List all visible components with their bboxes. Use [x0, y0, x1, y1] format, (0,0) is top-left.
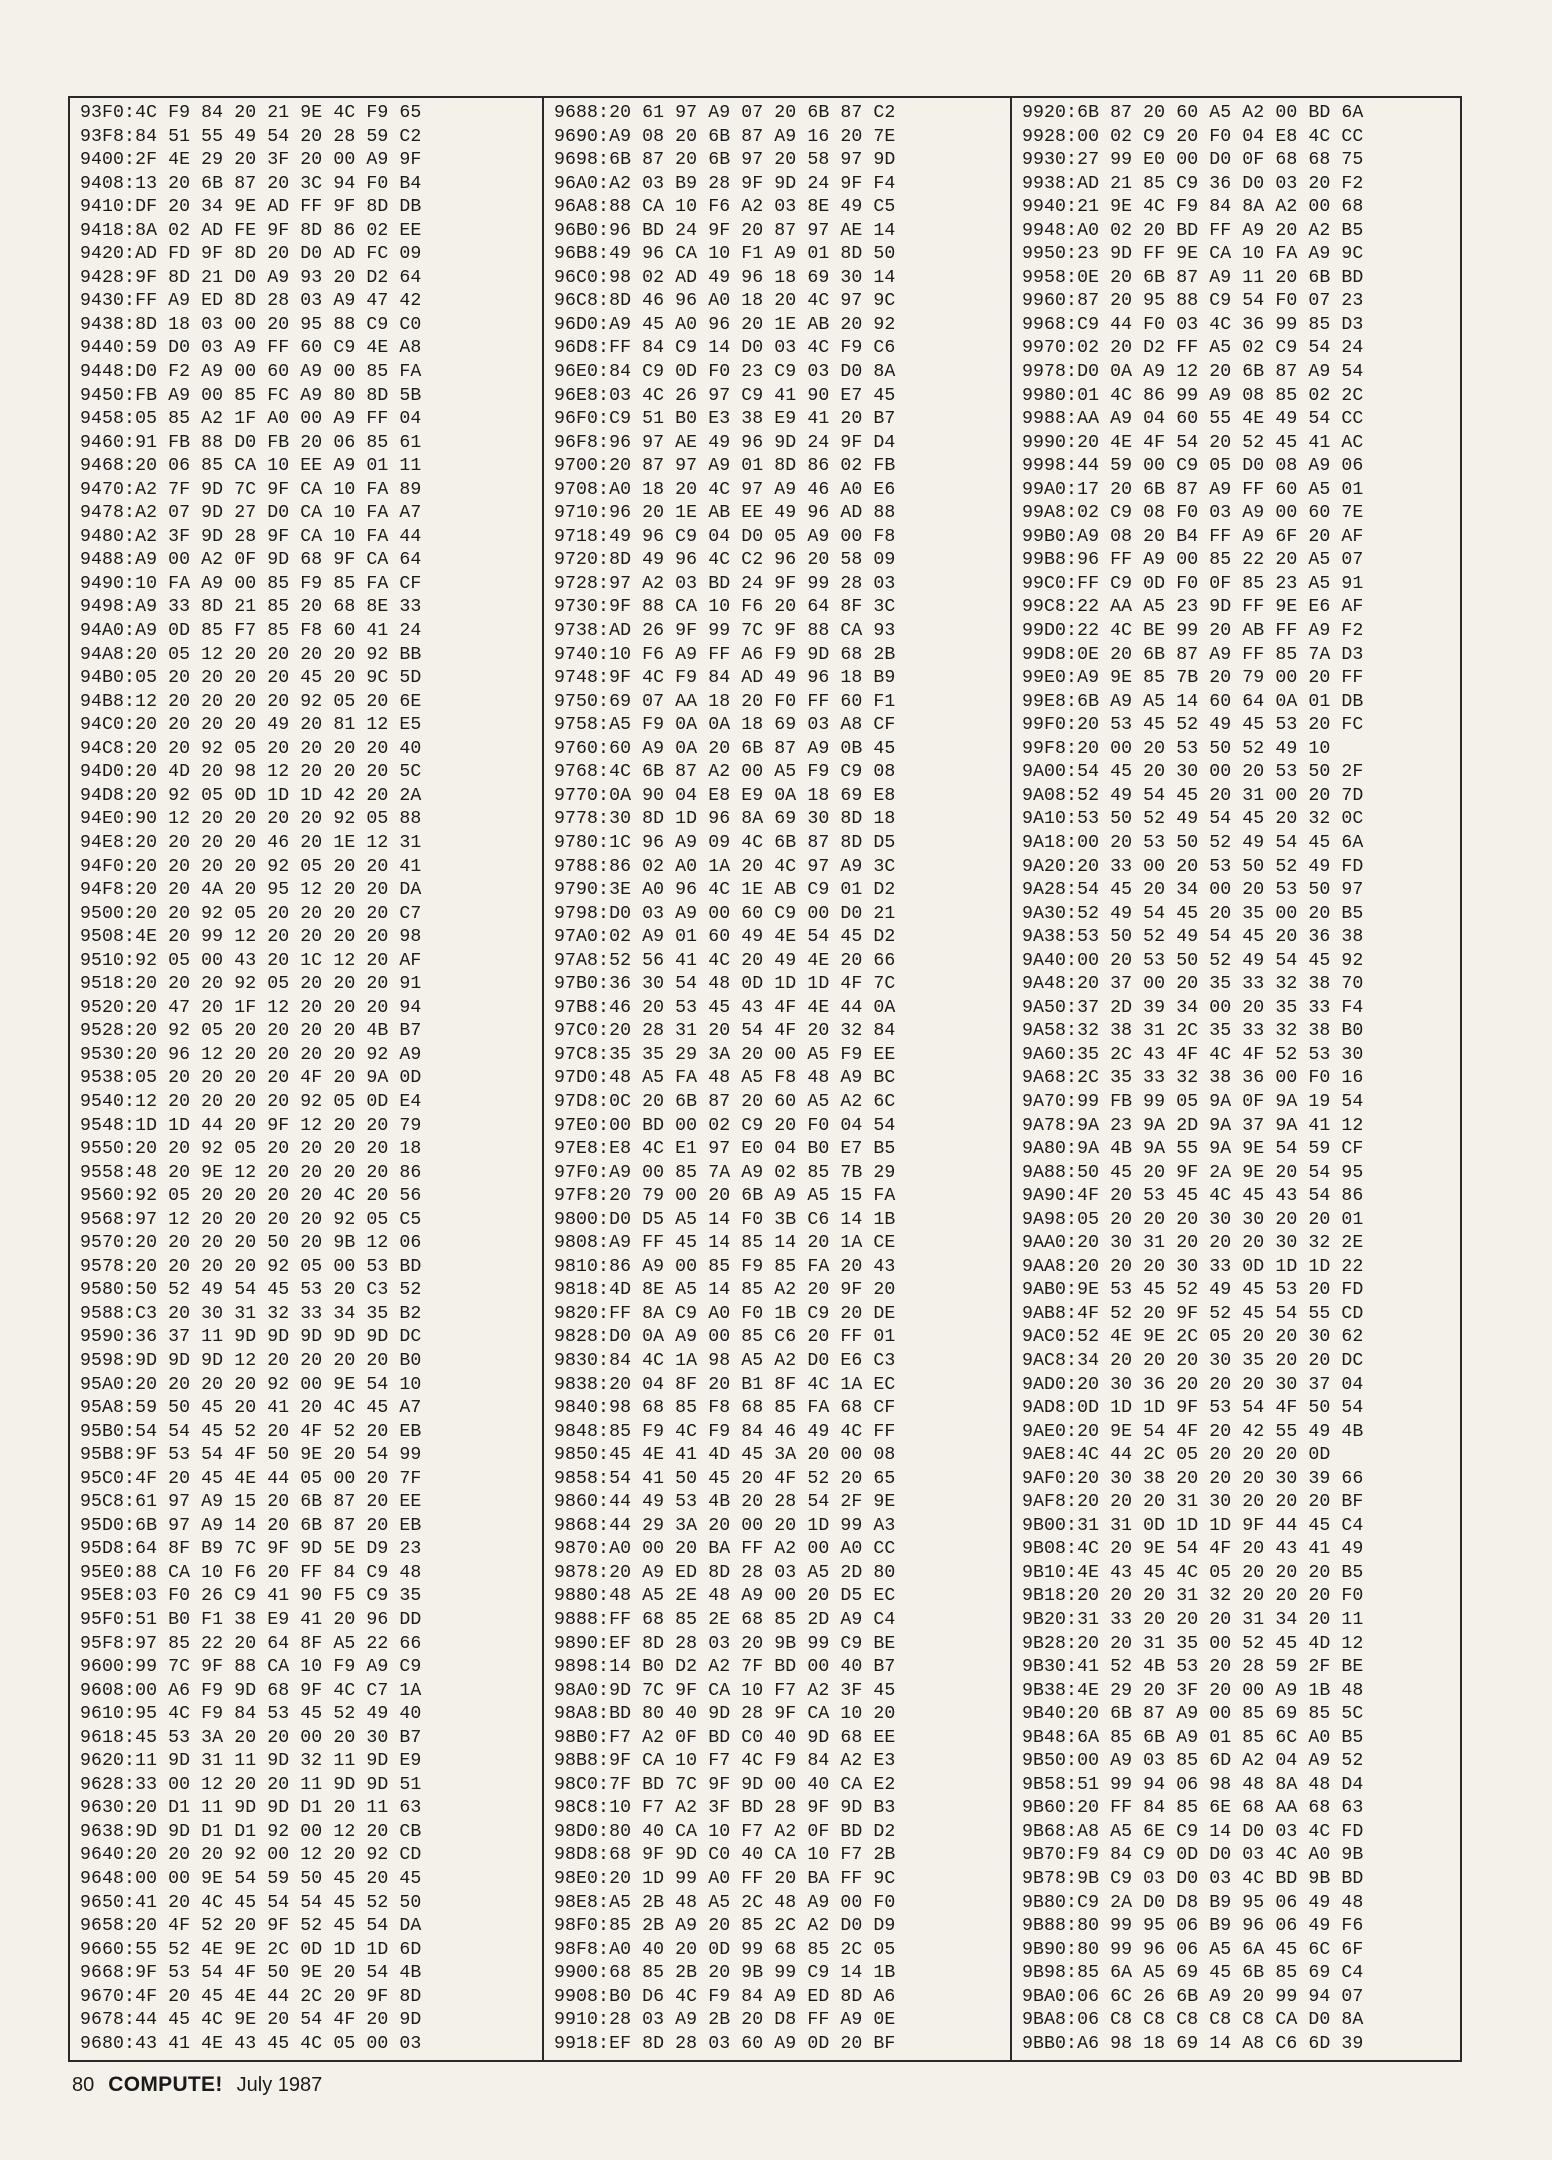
listing-line: 99E0:A9 9E 85 7B 20 79 00 20 FF: [1022, 668, 1364, 689]
listing-line: 9B20:31 33 20 20 20 31 34 20 11: [1022, 1610, 1364, 1630]
listing-line: 9980:01 4C 86 99 A9 08 85 02 2C: [1022, 385, 1364, 406]
listing-line: 9A98:05 20 20 20 30 30 20 20 01: [1022, 1209, 1364, 1230]
listing-column-1: [80, 104, 421, 2054]
listing-line: 9920:6B 87 20 60 A5 A2 00 BD 6A: [1022, 103, 1364, 123]
listing-line: 96D0:A9 45 A0 96 20 1E AB 20 92: [554, 314, 896, 335]
listing-line: 9520:20 47 20 1F 12 20 20 20 94: [80, 997, 422, 1018]
listing-line: 9650:41 20 4C 45 54 54 45 52 50: [80, 1892, 422, 1913]
listing-line: 9970:02 20 D2 FF A5 02 C9 54 24: [1022, 338, 1364, 359]
listing-line: 93F8:84 51 55 49 54 20 28 59 C2: [80, 126, 422, 147]
listing-line: 9720:8D 49 96 4C C2 96 20 58 09: [554, 550, 896, 571]
listing-line: 9700:20 87 97 A9 01 8D 86 02 FB: [554, 456, 896, 477]
listing-line: 94B8:12 20 20 20 20 92 05 20 6E: [80, 691, 422, 712]
listing-line: 95B0:54 54 45 52 20 4F 52 20 EB: [80, 1421, 422, 1442]
listing-line: 9528:20 92 05 20 20 20 20 4B B7: [80, 1021, 422, 1042]
listing-line: 9558:48 20 9E 12 20 20 20 20 86: [80, 1162, 422, 1183]
listing-line: 9400:2F 4E 29 20 3F 20 00 A9 9F: [80, 150, 422, 171]
listing-line: 9838:20 04 8F 20 B1 8F 4C 1A EC: [554, 1374, 896, 1395]
listing-line: 9B40:20 6B 87 A9 00 85 69 85 5C: [1022, 1704, 1364, 1725]
listing-line: 98E0:20 1D 99 A0 FF 20 BA FF 9C: [554, 1869, 896, 1890]
listing-line: 9A78:9A 23 9A 2D 9A 37 9A 41 12: [1022, 1115, 1364, 1136]
listing-line: 9640:20 20 20 92 00 12 20 92 CD: [80, 1845, 422, 1866]
listing-line: 9A10:53 50 52 49 54 45 20 32 0C: [1022, 809, 1364, 830]
listing-line: 94C8:20 20 92 05 20 20 20 20 40: [80, 738, 422, 759]
listing-line: 98B8:9F CA 10 F7 4C F9 84 A2 E3: [554, 1751, 896, 1772]
listing-line: 99A8:02 C9 08 F0 03 A9 00 60 7E: [1022, 503, 1364, 524]
listing-line: 9778:30 8D 1D 96 8A 69 30 8D 18: [554, 809, 896, 830]
listing-line: 99A0:17 20 6B 87 A9 FF 60 A5 01: [1022, 479, 1364, 500]
listing-line: 9618:45 53 3A 20 20 00 20 30 B7: [80, 1727, 422, 1748]
listing-line: 9AF8:20 20 20 31 30 20 20 20 BF: [1022, 1492, 1364, 1513]
listing-line: 95C8:61 97 A9 15 20 6B 87 20 EE: [80, 1492, 422, 1513]
listing-line: 95A0:20 20 20 20 92 00 9E 54 10: [80, 1374, 422, 1395]
listing-line: 99F0:20 53 45 52 49 45 53 20 FC: [1022, 715, 1364, 736]
listing-line: 9788:86 02 A0 1A 20 4C 97 A9 3C: [554, 856, 896, 877]
listing-line: 9AC0:52 4E 9E 2C 05 20 20 30 62: [1022, 1327, 1364, 1348]
listing-line: 9990:20 4E 4F 54 20 52 45 41 AC: [1022, 432, 1364, 453]
listing-line: 9A60:35 2C 43 4F 4C 4F 52 53 30: [1022, 1044, 1364, 1065]
listing-line: 9670:4F 20 45 4E 44 2C 20 9F 8D: [80, 1986, 422, 2007]
listing-line: 9440:59 D0 03 A9 FF 60 C9 4E A8: [80, 338, 422, 359]
listing-line: 97C8:35 35 29 3A 20 00 A5 F9 EE: [554, 1044, 896, 1065]
listing-line: 94C0:20 20 20 20 49 20 81 12 E5: [80, 715, 422, 736]
listing-line: 9B98:85 6A A5 69 45 6B 85 69 C4: [1022, 1963, 1364, 1984]
listing-line: 9800:D0 D5 A5 14 F0 3B C6 14 1B: [554, 1209, 896, 1230]
listing-line: 9430:FF A9 ED 8D 28 03 A9 47 42: [80, 291, 422, 312]
listing-line: 9B50:00 A9 03 85 6D A2 04 A9 52: [1022, 1751, 1364, 1772]
listing-line: 9B88:80 99 95 06 B9 96 06 49 F6: [1022, 1916, 1364, 1937]
listing-line: 94D8:20 92 05 0D 1D 1D 42 20 2A: [80, 785, 422, 806]
listing-line: 9BA8:06 C8 C8 C8 C8 C8 CA D0 8A: [1022, 2010, 1364, 2031]
column-divider-1: [542, 96, 544, 2062]
listing-line: 9748:9F 4C F9 84 AD 49 96 18 B9: [554, 668, 896, 689]
listing-line: 96F8:96 97 AE 49 96 9D 24 9F D4: [554, 432, 896, 453]
listing-line: 9AA8:20 20 20 30 33 0D 1D 1D 22: [1022, 1256, 1364, 1277]
listing-line: 9A20:20 33 00 20 53 50 52 49 FD: [1022, 856, 1364, 877]
listing-line: 9560:92 05 20 20 20 20 4C 20 56: [80, 1186, 422, 1207]
listing-line: 98D8:68 9F 9D C0 40 CA 10 F7 2B: [554, 1845, 896, 1866]
listing-line: 9BB0:A6 98 18 69 14 A8 C6 6D 39: [1022, 2033, 1364, 2054]
listing-line: 9858:54 41 50 45 20 4F 52 20 65: [554, 1468, 896, 1489]
listing-line: 94F0:20 20 20 20 92 05 20 20 41: [80, 856, 422, 877]
listing-line: 9710:96 20 1E AB EE 49 96 AD 88: [554, 503, 896, 524]
listing-line: 97C0:20 28 31 20 54 4F 20 32 84: [554, 1021, 896, 1042]
listing-line: 9728:97 A2 03 BD 24 9F 99 28 03: [554, 573, 896, 594]
listing-line: 9510:92 05 00 43 20 1C 12 20 AF: [80, 950, 422, 971]
listing-line: 9B30:41 52 4B 53 20 28 59 2F BE: [1022, 1657, 1364, 1678]
listing-line: 99B8:96 FF A9 00 85 22 20 A5 07: [1022, 550, 1364, 571]
listing-line: 9500:20 20 92 05 20 20 20 20 C7: [80, 903, 422, 924]
magazine-name: COMPUTE!: [108, 2073, 223, 2096]
listing-column-2: [554, 104, 895, 2054]
listing-line: 97F8:20 79 00 20 6B A9 A5 15 FA: [554, 1186, 896, 1207]
listing-line: 9658:20 4F 52 20 9F 52 45 54 DA: [80, 1916, 422, 1937]
listing-line: 98E8:A5 2B 48 A5 2C 48 A9 00 F0: [554, 1892, 896, 1913]
listing-line: 9B10:4E 43 45 4C 05 20 20 20 B5: [1022, 1562, 1364, 1583]
listing-line: 9468:20 06 85 CA 10 EE A9 01 11: [80, 456, 422, 477]
listing-line: 9408:13 20 6B 87 20 3C 94 F0 B4: [80, 173, 422, 194]
listing-line: 9B48:6A 85 6B A9 01 85 6C A0 B5: [1022, 1727, 1364, 1748]
listing-line: 95C0:4F 20 45 4E 44 05 00 20 7F: [80, 1468, 422, 1489]
listing-line: 9768:4C 6B 87 A2 00 A5 F9 C9 08: [554, 762, 896, 783]
listing-line: 96E0:84 C9 0D F0 23 C9 03 D0 8A: [554, 362, 896, 383]
listing-line: 95D8:64 8F B9 7C 9F 9D 5E D9 23: [80, 1539, 422, 1560]
listing-line: 95D0:6B 97 A9 14 20 6B 87 20 EB: [80, 1515, 422, 1536]
listing-line: 9780:1C 96 A9 09 4C 6B 87 8D D5: [554, 832, 896, 853]
listing-line: 98A8:BD 80 40 9D 28 9F CA 10 20: [554, 1704, 896, 1725]
listing-line: 9940:21 9E 4C F9 84 8A A2 00 68: [1022, 197, 1364, 218]
listing-line: 9898:14 B0 D2 A2 7F BD 00 40 B7: [554, 1657, 896, 1678]
listing-line: 94F8:20 20 4A 20 95 12 20 20 DA: [80, 880, 422, 901]
listing-line: 9948:A0 02 20 BD FF A9 20 A2 B5: [1022, 220, 1364, 241]
listing-line: 9968:C9 44 F0 03 4C 36 99 85 D3: [1022, 314, 1364, 335]
listing-line: 9868:44 29 3A 20 00 20 1D 99 A3: [554, 1515, 896, 1536]
listing-line: 94E8:20 20 20 20 46 20 1E 12 31: [80, 832, 422, 853]
listing-line: 9548:1D 1D 44 20 9F 12 20 20 79: [80, 1115, 422, 1136]
column-divider-2: [1010, 96, 1012, 2062]
listing-line: 9958:0E 20 6B 87 A9 11 20 6B BD: [1022, 267, 1364, 288]
listing-line: 95A8:59 50 45 20 41 20 4C 45 A7: [80, 1398, 422, 1419]
listing-line: 9A38:53 50 52 49 54 45 20 36 38: [1022, 927, 1364, 948]
listing-line: 95B8:9F 53 54 4F 50 9E 20 54 99: [80, 1445, 422, 1466]
listing-line: 9918:EF 8D 28 03 60 A9 0D 20 BF: [554, 2033, 896, 2054]
listing-line: 9668:9F 53 54 4F 50 9E 20 54 4B: [80, 1963, 422, 1984]
listing-line: 98D0:80 40 CA 10 F7 A2 0F BD D2: [554, 1821, 896, 1842]
listing-line: 9928:00 02 C9 20 F0 04 E8 4C CC: [1022, 126, 1364, 147]
listing-line: 9580:50 52 49 54 45 53 20 C3 52: [80, 1280, 422, 1301]
listing-line: 96F0:C9 51 B0 E3 38 E9 41 20 B7: [554, 409, 896, 430]
listing-line: 9B70:F9 84 C9 0D D0 03 4C A0 9B: [1022, 1845, 1364, 1866]
listing-line: 99C0:FF C9 0D F0 0F 85 23 A5 91: [1022, 573, 1364, 594]
listing-line: 99F8:20 00 20 53 50 52 49 10: [1022, 738, 1331, 759]
listing-line: 9AE0:20 9E 54 4F 20 42 55 49 4B: [1022, 1421, 1364, 1442]
listing-line: 9AA0:20 30 31 20 20 20 30 32 2E: [1022, 1233, 1364, 1254]
listing-line: 9B00:31 31 0D 1D 1D 9F 44 45 C4: [1022, 1515, 1364, 1536]
listing-line: 9A48:20 37 00 20 35 33 32 38 70: [1022, 974, 1364, 995]
listing-line: 9950:23 9D FF 9E CA 10 FA A9 9C: [1022, 244, 1364, 265]
listing-line: 9A70:99 FB 99 05 9A 0F 9A 19 54: [1022, 1091, 1364, 1112]
listing-line: 9488:A9 00 A2 0F 9D 68 9F CA 64: [80, 550, 422, 571]
listing-line: 9A08:52 49 54 45 20 31 00 20 7D: [1022, 785, 1364, 806]
listing-line: 9910:28 03 A9 2B 20 D8 FF A9 0E: [554, 2010, 896, 2031]
listing-line: 96B0:96 BD 24 9F 20 87 97 AE 14: [554, 220, 896, 241]
listing-line: 9608:00 A6 F9 9D 68 9F 4C C7 1A: [80, 1680, 422, 1701]
listing-line: 9B60:20 FF 84 85 6E 68 AA 68 63: [1022, 1798, 1364, 1819]
listing-line: 96C8:8D 46 96 A0 18 20 4C 97 9C: [554, 291, 896, 312]
listing-line: 9798:D0 03 A9 00 60 C9 00 D0 21: [554, 903, 896, 924]
listing-line: 9AB0:9E 53 45 52 49 45 53 20 FD: [1022, 1280, 1364, 1301]
listing-line: 9790:3E A0 96 4C 1E AB C9 01 D2: [554, 880, 896, 901]
listing-line: 9888:FF 68 85 2E 68 85 2D A9 C4: [554, 1610, 896, 1630]
listing-column-3: [1022, 104, 1363, 2054]
listing-line: 9708:A0 18 20 4C 97 A9 46 A0 E6: [554, 479, 896, 500]
listing-line: 99D0:22 4C BE 99 20 AB FF A9 F2: [1022, 621, 1364, 642]
listing-line: 9B38:4E 29 20 3F 20 00 A9 1B 48: [1022, 1680, 1364, 1701]
listing-line: 9480:A2 3F 9D 28 9F CA 10 FA 44: [80, 526, 422, 547]
listing-line: 9718:49 96 C9 04 D0 05 A9 00 F8: [554, 526, 896, 547]
page-footer: [72, 2073, 322, 2097]
listing-line: 9AE8:4C 44 2C 05 20 20 20 0D: [1022, 1445, 1331, 1466]
listing-line: 97A8:52 56 41 4C 20 49 4E 20 66: [554, 950, 896, 971]
listing-line: 9588:C3 20 30 31 32 33 34 35 B2: [80, 1303, 422, 1324]
listing-line: 9438:8D 18 03 00 20 95 88 C9 C0: [80, 314, 422, 335]
listing-line: 97B8:46 20 53 45 43 4F 4E 44 0A: [554, 997, 896, 1018]
listing-line: 95E8:03 F0 26 C9 41 90 F5 C9 35: [80, 1586, 422, 1607]
listing-line: 9A90:4F 20 53 45 4C 45 43 54 86: [1022, 1186, 1364, 1207]
listing-line: 97D0:48 A5 FA 48 A5 F8 48 A9 BC: [554, 1068, 896, 1089]
listing-line: 9870:A0 00 20 BA FF A2 00 A0 CC: [554, 1539, 896, 1560]
listing-line: 98A0:9D 7C 9F CA 10 F7 A2 3F 45: [554, 1680, 896, 1701]
listing-line: 9690:A9 08 20 6B 87 A9 16 20 7E: [554, 126, 896, 147]
listing-line: 9960:87 20 95 88 C9 54 F0 07 23: [1022, 291, 1364, 312]
listing-line: 94B0:05 20 20 20 20 45 20 9C 5D: [80, 668, 422, 689]
listing-line: 99D8:0E 20 6B 87 A9 FF 85 7A D3: [1022, 644, 1364, 665]
listing-line: 94D0:20 4D 20 98 12 20 20 20 5C: [80, 762, 422, 783]
listing-line: 98C0:7F BD 7C 9F 9D 00 40 CA E2: [554, 1774, 896, 1795]
listing-line: 9540:12 20 20 20 20 92 05 0D E4: [80, 1091, 422, 1112]
listing-line: 9998:44 59 00 C9 05 D0 08 A9 06: [1022, 456, 1364, 477]
listing-line: 9518:20 20 20 92 05 20 20 20 91: [80, 974, 422, 995]
listing-line: 9630:20 D1 11 9D 9D D1 20 11 63: [80, 1798, 422, 1819]
listing-line: 9B90:80 99 96 06 A5 6A 45 6C 6F: [1022, 1939, 1364, 1960]
listing-line: 97E8:E8 4C E1 97 E0 04 B0 E7 B5: [554, 1139, 896, 1160]
listing-line: 9648:00 00 9E 54 59 50 45 20 45: [80, 1869, 422, 1890]
listing-line: 9538:05 20 20 20 20 4F 20 9A 0D: [80, 1068, 422, 1089]
listing-line: 97B0:36 30 54 48 0D 1D 1D 4F 7C: [554, 974, 896, 995]
listing-line: 95E0:88 CA 10 F6 20 FF 84 C9 48: [80, 1562, 422, 1583]
listing-line: 9490:10 FA A9 00 85 F9 85 FA CF: [80, 573, 422, 594]
listing-line: 9458:05 85 A2 1F A0 00 A9 FF 04: [80, 409, 422, 430]
listing-line: 9860:44 49 53 4B 20 28 54 2F 9E: [554, 1492, 896, 1513]
listing-line: 9B28:20 20 31 35 00 52 45 4D 12: [1022, 1633, 1364, 1654]
listing-line: 97F0:A9 00 85 7A A9 02 85 7B 29: [554, 1162, 896, 1183]
listing-line: 9660:55 52 4E 9E 2C 0D 1D 1D 6D: [80, 1939, 422, 1960]
listing-line: 99C8:22 AA A5 23 9D FF 9E E6 AF: [1022, 597, 1364, 618]
listing-line: 95F0:51 B0 F1 38 E9 41 20 96 DD: [80, 1610, 422, 1630]
listing-line: 9B18:20 20 20 31 32 20 20 20 F0: [1022, 1586, 1364, 1607]
listing-line: 96D8:FF 84 C9 14 D0 03 4C F9 C6: [554, 338, 896, 359]
listing-line: 9848:85 F9 4C F9 84 46 49 4C FF: [554, 1421, 896, 1442]
listing-line: 96E8:03 4C 26 97 C9 41 90 E7 45: [554, 385, 896, 406]
listing-line: 9B68:A8 A5 6E C9 14 D0 03 4C FD: [1022, 1821, 1364, 1842]
listing-line: 9550:20 20 92 05 20 20 20 20 18: [80, 1139, 422, 1160]
listing-line: 9770:0A 90 04 E8 E9 0A 18 69 E8: [554, 785, 896, 806]
listing-line: 9448:D0 F2 A9 00 60 A9 00 85 FA: [80, 362, 422, 383]
listing-line: 95F8:97 85 22 20 64 8F A5 22 66: [80, 1633, 422, 1654]
listing-line: 9878:20 A9 ED 8D 28 03 A5 2D 80: [554, 1562, 896, 1583]
listing-line: 9830:84 4C 1A 98 A5 A2 D0 E6 C3: [554, 1350, 896, 1371]
listing-line: 9A80:9A 4B 9A 55 9A 9E 54 59 CF: [1022, 1139, 1364, 1160]
listing-line: 9498:A9 33 8D 21 85 20 68 8E 33: [80, 597, 422, 618]
listing-line: 9930:27 99 E0 00 D0 0F 68 68 75: [1022, 150, 1364, 171]
listing-line: 94A0:A9 0D 85 F7 85 F8 60 41 24: [80, 621, 422, 642]
listing-line: 9758:A5 F9 0A 0A 18 69 03 A8 CF: [554, 715, 896, 736]
listing-line: 9598:9D 9D 9D 12 20 20 20 20 B0: [80, 1350, 422, 1371]
listing-line: 9610:95 4C F9 84 53 45 52 49 40: [80, 1704, 422, 1725]
listing-line: 97E0:00 BD 00 02 C9 20 F0 04 54: [554, 1115, 896, 1136]
listing-line: 9A00:54 45 20 30 00 20 53 50 2F: [1022, 762, 1364, 783]
listing-line: 96C0:98 02 AD 49 96 18 69 30 14: [554, 267, 896, 288]
listing-line: 9988:AA A9 04 60 55 4E 49 54 CC: [1022, 409, 1364, 430]
listing-line: 98F8:A0 40 20 0D 99 68 85 2C 05: [554, 1939, 896, 1960]
listing-line: 9890:EF 8D 28 03 20 9B 99 C9 BE: [554, 1633, 896, 1654]
listing-line: 9460:91 FB 88 D0 FB 20 06 85 61: [80, 432, 422, 453]
listing-line: 9638:9D 9D D1 D1 92 00 12 20 CB: [80, 1821, 422, 1842]
listing-line: 9570:20 20 20 20 50 20 9B 12 06: [80, 1233, 422, 1254]
listing-line: 9508:4E 20 99 12 20 20 20 20 98: [80, 927, 422, 948]
listing-line: 9478:A2 07 9D 27 D0 CA 10 FA A7: [80, 503, 422, 524]
listing-line: 97D8:0C 20 6B 87 20 60 A5 A2 6C: [554, 1091, 896, 1112]
listing-line: 9A50:37 2D 39 34 00 20 35 33 F4: [1022, 997, 1364, 1018]
listing-line: 9B80:C9 2A D0 D8 B9 95 06 49 48: [1022, 1892, 1364, 1913]
listing-line: 9678:44 45 4C 9E 20 54 4F 20 9D: [80, 2010, 422, 2031]
listing-line: 9810:86 A9 00 85 F9 85 FA 20 43: [554, 1256, 896, 1277]
listing-line: 9578:20 20 20 20 92 05 00 53 BD: [80, 1256, 422, 1277]
listing-line: 9420:AD FD 9F 8D 20 D0 AD FC 09: [80, 244, 422, 265]
listing-line: 9428:9F 8D 21 D0 A9 93 20 D2 64: [80, 267, 422, 288]
listing-line: 9418:8A 02 AD FE 9F 8D 86 02 EE: [80, 220, 422, 241]
listing-line: 9B78:9B C9 03 D0 03 4C BD 9B BD: [1022, 1869, 1364, 1890]
listing-line: 9A68:2C 35 33 32 38 36 00 F0 16: [1022, 1068, 1364, 1089]
listing-line: 9820:FF 8A C9 A0 F0 1B C9 20 DE: [554, 1303, 896, 1324]
listing-line: 9A30:52 49 54 45 20 35 00 20 B5: [1022, 903, 1364, 924]
listing-line: 98F0:85 2B A9 20 85 2C A2 D0 D9: [554, 1916, 896, 1937]
listing-line: 9900:68 85 2B 20 9B 99 C9 14 1B: [554, 1963, 896, 1984]
listing-line: 9A40:00 20 53 50 52 49 54 45 92: [1022, 950, 1364, 971]
listing-line: 9880:48 A5 2E 48 A9 00 20 D5 EC: [554, 1586, 896, 1607]
listing-line: 9978:D0 0A A9 12 20 6B 87 A9 54: [1022, 362, 1364, 383]
listing-line: 93F0:4C F9 84 20 21 9E 4C F9 65: [80, 103, 422, 123]
listing-line: 98B0:F7 A2 0F BD C0 40 9D 68 EE: [554, 1727, 896, 1748]
listing-line: 9A28:54 45 20 34 00 20 53 50 97: [1022, 880, 1364, 901]
listing-line: 9698:6B 87 20 6B 97 20 58 97 9D: [554, 150, 896, 171]
listing-line: 9818:4D 8E A5 14 85 A2 20 9F 20: [554, 1280, 896, 1301]
listing-line: 9AF0:20 30 38 20 20 20 30 39 66: [1022, 1468, 1364, 1489]
listing-line: 98C8:10 F7 A2 3F BD 28 9F 9D B3: [554, 1798, 896, 1819]
listing-line: 9750:69 07 AA 18 20 F0 FF 60 F1: [554, 691, 896, 712]
listing-line: 9738:AD 26 9F 99 7C 9F 88 CA 93: [554, 621, 896, 642]
listing-line: 99E8:6B A9 A5 14 60 64 0A 01 DB: [1022, 691, 1364, 712]
listing-line: 9A58:32 38 31 2C 35 33 32 38 B0: [1022, 1021, 1364, 1042]
listing-line: 9908:B0 D6 4C F9 84 A9 ED 8D A6: [554, 1986, 896, 2007]
listing-line: 9470:A2 7F 9D 7C 9F CA 10 FA 89: [80, 479, 422, 500]
listing-line: 9530:20 96 12 20 20 20 20 92 A9: [80, 1044, 422, 1065]
listing-line: 94A8:20 05 12 20 20 20 20 92 BB: [80, 644, 422, 665]
listing-line: 96A8:88 CA 10 F6 A2 03 8E 49 C5: [554, 197, 896, 218]
listing-line: 9568:97 12 20 20 20 20 92 05 C5: [80, 1209, 422, 1230]
listing-line: 94E0:90 12 20 20 20 20 92 05 88: [80, 809, 422, 830]
listing-line: 9938:AD 21 85 C9 36 D0 03 20 F2: [1022, 173, 1364, 194]
listing-line: 9740:10 F6 A9 FF A6 F9 9D 68 2B: [554, 644, 896, 665]
page-number: 80: [72, 2074, 95, 2096]
issue-date: July 1987: [236, 2074, 323, 2096]
listing-line: 9680:43 41 4E 43 45 4C 05 00 03: [80, 2033, 422, 2054]
listing-line: 9AC8:34 20 20 20 30 35 20 20 DC: [1022, 1350, 1364, 1371]
listing-line: 99B0:A9 08 20 B4 FF A9 6F 20 AF: [1022, 526, 1364, 547]
listing-line: 9628:33 00 12 20 20 11 9D 9D 51: [80, 1774, 422, 1795]
listing-line: 9A88:50 45 20 9F 2A 9E 20 54 95: [1022, 1162, 1364, 1183]
listing-line: 9B08:4C 20 9E 54 4F 20 43 41 49: [1022, 1539, 1364, 1560]
listing-line: 9450:FB A9 00 85 FC A9 80 8D 5B: [80, 385, 422, 406]
listing-line: 9AD8:0D 1D 1D 9F 53 54 4F 50 54: [1022, 1398, 1364, 1419]
listing-line: 9600:99 7C 9F 88 CA 10 F9 A9 C9: [80, 1657, 422, 1678]
listing-line: 96A0:A2 03 B9 28 9F 9D 24 9F F4: [554, 173, 896, 194]
listing-line: 9590:36 37 11 9D 9D 9D 9D 9D DC: [80, 1327, 422, 1348]
listing-line: 9688:20 61 97 A9 07 20 6B 87 C2: [554, 103, 896, 123]
listing-line: 96B8:49 96 CA 10 F1 A9 01 8D 50: [554, 244, 896, 265]
listing-line: 9BA0:06 6C 26 6B A9 20 99 94 07: [1022, 1986, 1364, 2007]
listing-line: 9410:DF 20 34 9E AD FF 9F 8D DB: [80, 197, 422, 218]
listing-line: 9840:98 68 85 F8 68 85 FA 68 CF: [554, 1398, 896, 1419]
listing-line: 97A0:02 A9 01 60 49 4E 54 45 D2: [554, 927, 896, 948]
listing-line: 9B58:51 99 94 06 98 48 8A 48 D4: [1022, 1774, 1364, 1795]
listing-line: 9AB8:4F 52 20 9F 52 45 54 55 CD: [1022, 1303, 1364, 1324]
listing-line: 9730:9F 88 CA 10 F6 20 64 8F 3C: [554, 597, 896, 618]
listing-line: 9760:60 A9 0A 20 6B 87 A9 0B 45: [554, 738, 896, 759]
listing-line: 9828:D0 0A A9 00 85 C6 20 FF 01: [554, 1327, 896, 1348]
listing-line: 9850:45 4E 41 4D 45 3A 20 00 08: [554, 1445, 896, 1466]
listing-line: 9808:A9 FF 45 14 85 14 20 1A CE: [554, 1233, 896, 1254]
listing-line: 9A18:00 20 53 50 52 49 54 45 6A: [1022, 832, 1364, 853]
listing-line: 9AD0:20 30 36 20 20 20 30 37 04: [1022, 1374, 1364, 1395]
listing-line: 9620:11 9D 31 11 9D 32 11 9D E9: [80, 1751, 422, 1772]
